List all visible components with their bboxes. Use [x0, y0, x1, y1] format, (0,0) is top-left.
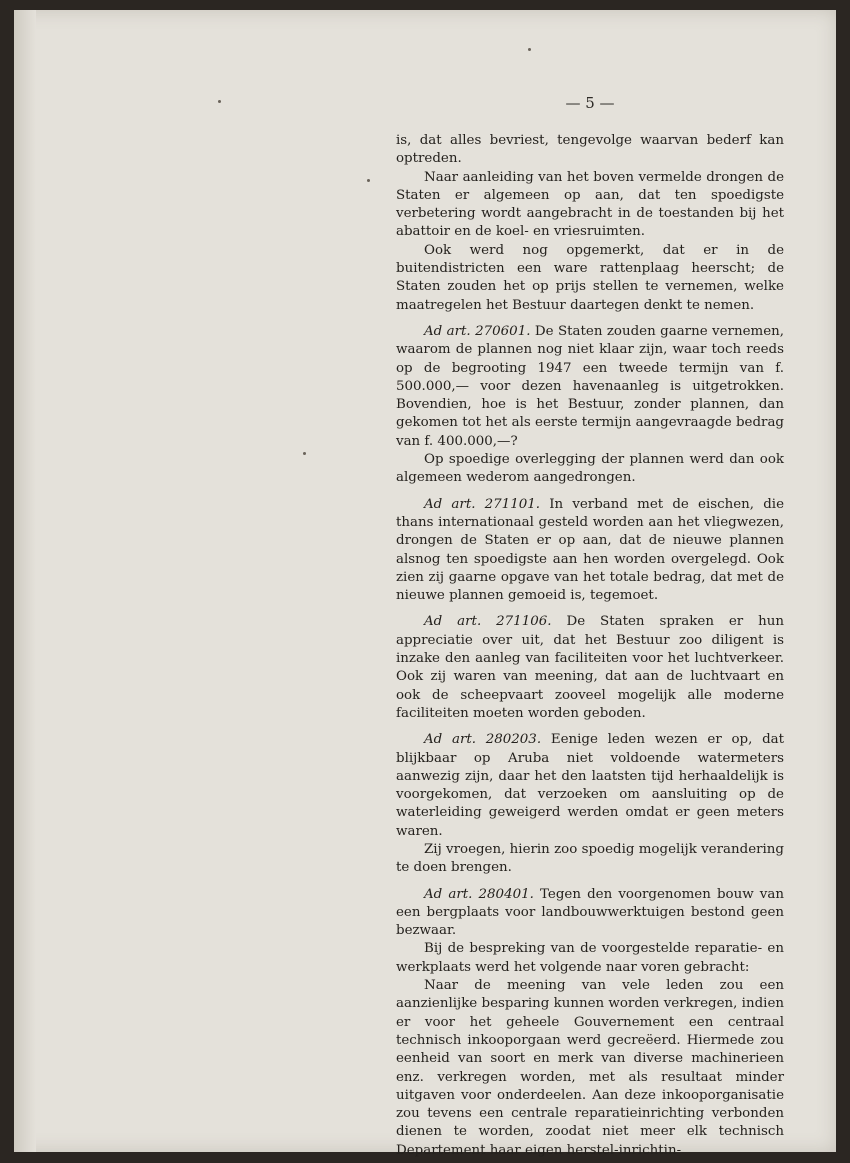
paragraph [396, 242, 784, 315]
article-reference: Ad art. 270601. [424, 323, 531, 339]
paper-speck [303, 452, 306, 455]
paragraph-text: De Staten zouden gaarne vernemen, waarom de plannen nog niet klaar zijn, waar toch reeds op de begrooting 1947 een tweede termijn van f. 500.000,— voor dezen havenaanleg is uitgetrokken. Bovendien, hoe is het Bestuur, zonder plannen, dan gekomen tot het als eerste termijn aangevraagde bedrag van f. 400.000,—? [396, 323, 784, 449]
paragraph [396, 132, 784, 169]
article-reference: Ad art. 280401. [424, 886, 534, 902]
paragraph [396, 731, 784, 841]
paragraph-text: In verband met de eischen, die thans internationaal gesteld worden aan het vliegwezen, drongen de Staten er op aan, dat de nieuwe plannen alsnog ten spoedigste aan hen worden overgelegd. Ook zien zij gaarne opgave van het totale bedrag, dat met de nieuwe plannen gemoeid is, tegemoet. [396, 496, 785, 604]
paragraph [396, 169, 784, 242]
paragraph-text: Bij de bespreking van de voorgestelde reparatie- en werkplaats werd het volgende naar voren gebracht: [396, 941, 784, 975]
paragraph-text: Naar aanleiding van het boven vermelde drongen de Staten er algemeen op aan, dat ten spoedigste verbetering wordt aangebracht in de toestanden bij het abattoir en de koel- en vriesruimten. [396, 169, 784, 240]
paragraph [396, 841, 784, 878]
paragraph [396, 977, 784, 1160]
page-number: — 5 — [565, 94, 615, 112]
paragraph [396, 940, 784, 977]
body-text [396, 132, 784, 1160]
paragraph [396, 613, 784, 723]
paragraph [396, 496, 784, 606]
paper-speck [528, 48, 531, 51]
paper-speck [367, 179, 370, 182]
paragraph-text: Ook werd nog opgemerkt, dat er in de buitendistricten een ware rattenplaag heerscht; de Staten zouden het op prijs stellen te vernemen, welke maatregelen het Bestuur daartegen denkt te nemen. [396, 242, 784, 313]
paragraph-text: Op spoedige overlegging der plannen werd dan ook algemeen wederom aangedrongen. [396, 452, 784, 486]
article-reference: Ad art. 271106. [424, 614, 552, 630]
paragraph-text: is, dat alles bevriest, tengevolge waarvan bederf kan optreden. [396, 133, 784, 167]
paragraph-text: Zij vroegen, hierin zoo spoedig mogelijk verandering te doen brengen. [396, 841, 784, 876]
paragraph-text: Tegen den voorgenomen bouw van een bergplaats voor landbouwwerktuigen bestond geen bezwaar. [396, 886, 784, 939]
page-binding-edge [14, 10, 36, 1152]
paragraph [396, 886, 784, 941]
paragraph-text: De Staten spraken er hun appreciatie over uit, dat het Bestuur zoo diligent is inzake den aanleg van faciliteiten voor het luchtverkeer. Ook zij waren van meening, dat aan de luchtvaart en ook de scheepvaart zooveel mogelijk alle moderne faciliteiten moeten worden geboden. [396, 614, 785, 721]
paragraph [396, 451, 784, 488]
paragraph-text: Eenige leden wezen er op, dat blijkbaar op Aruba niet voldoende watermeters aanwezig zijn, daar het den laatsten tijd herhaaldelijk is voorgekomen, dat verzoeken om aansluiting op de waterleiding geweigerd werden omdat er geen meters waren. [396, 732, 785, 839]
paragraph [396, 323, 784, 451]
article-reference: Ad art. 271101. [424, 496, 541, 512]
paper-speck [218, 100, 221, 103]
paragraph-text: Naar de meening van vele leden zou een aanzienlijke besparing kunnen worden verkregen, indien er voor het geheele Gouvernement een centraal technisch inkooporgaan werd gecreëerd. Hiermede zou eenheid van soort en merk van diverse machinerieen enz. verkregen worden, met als resultaat minder uitgaven voor onderdeelen. Aan deze inkooporganisatie zou tevens een centrale reparatieinrichting verbonden dienen te worden, zoodat niet meer elk technisch Departement haar eigen herstel-inrichtin- [396, 978, 784, 1158]
article-reference: Ad art. 280203. [424, 732, 542, 748]
